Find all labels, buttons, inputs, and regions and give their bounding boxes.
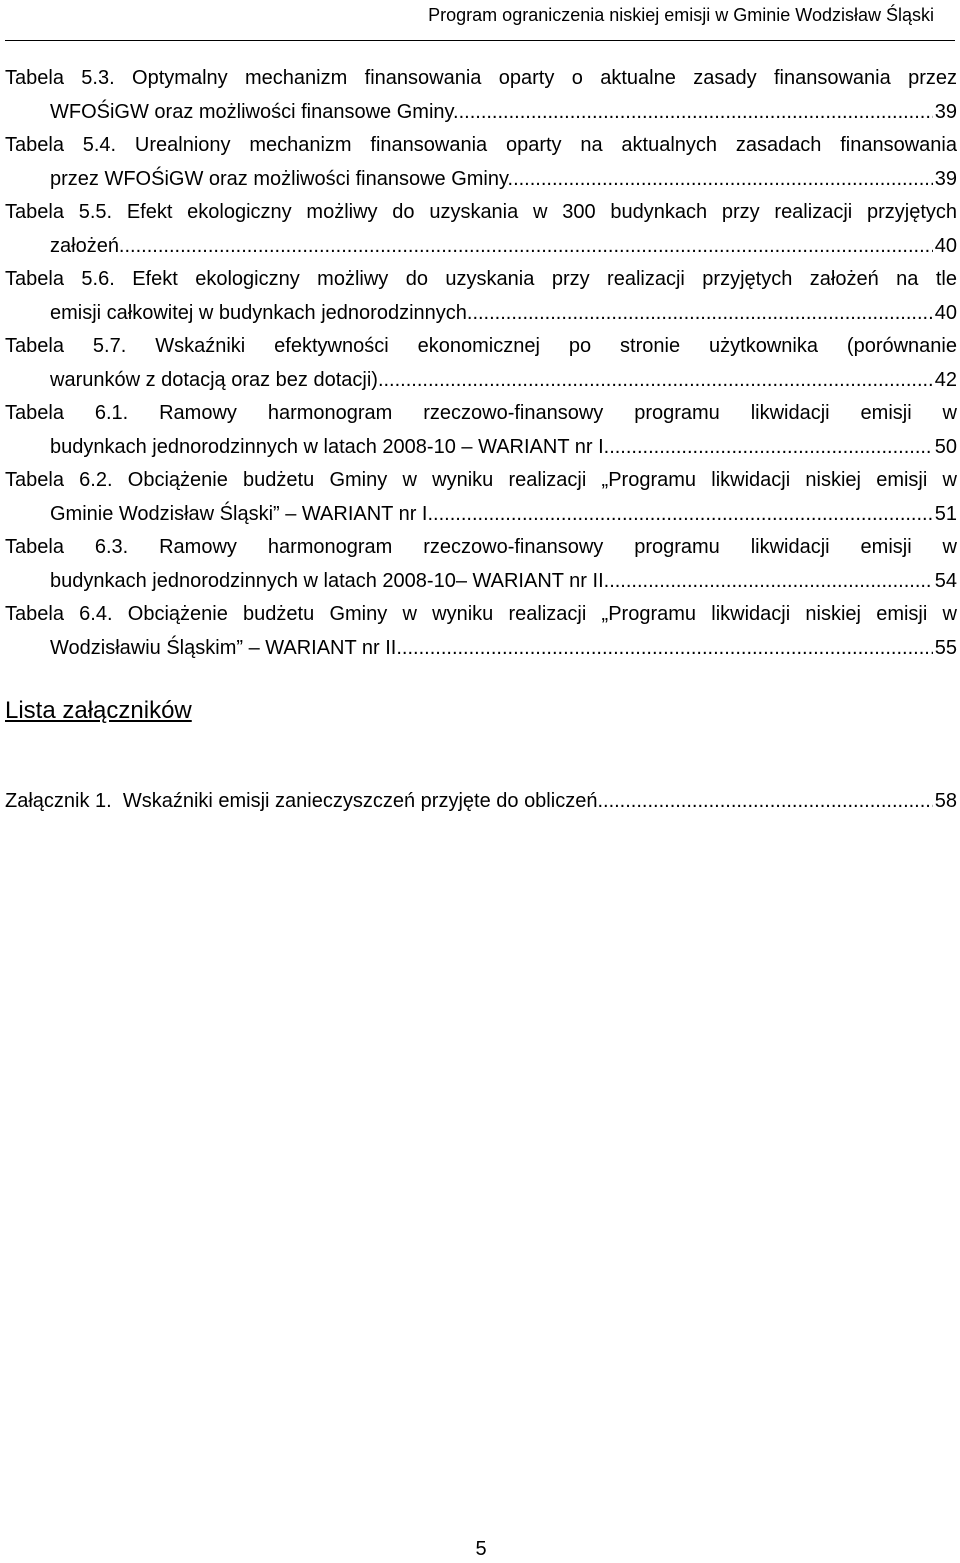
toc-entry-title: Tabela 6.4. Obciążenie budżetu Gminy w wyniku realizacji „Programu likwidacji niskiej emisji w	[5, 603, 957, 625]
toc-page-number: 40	[934, 301, 957, 324]
toc-entry-title: Tabela 5.5. Efekt ekologiczny możliwy do uzyskania w 300 budynkach przy realizacji przyjętych	[5, 201, 957, 223]
dot-leader	[384, 364, 933, 398]
toc-entry-title-continued: budynkach jednorodzinnych w latach 2008-10 – WARIANT nr I	[50, 435, 604, 458]
toc-page-number: 55	[934, 636, 957, 659]
toc-entry[interactable]	[5, 531, 957, 598]
dot-leader	[604, 431, 933, 465]
toc-page-number: 50	[934, 435, 957, 458]
toc-entry[interactable]	[5, 397, 957, 464]
toc-entry[interactable]	[5, 330, 957, 397]
toc-entry-title-continued: przez WFOŚiGW oraz możliwości finansowe Gminy.	[50, 167, 514, 190]
annex-entry-title: Załącznik 1. Wskaźniki emisji zanieczyszczeń przyjęte do obliczeń	[5, 790, 598, 812]
annex-page-number: 58	[934, 790, 957, 812]
toc-entry[interactable]	[5, 263, 957, 330]
header-rule	[5, 40, 955, 41]
toc-page-number: 39	[934, 100, 957, 123]
toc-entry-title: Tabela 5.3. Optymalny mechanizm finansowania oparty o aktualne zasady finansowania przez	[5, 67, 957, 89]
dot-leader	[513, 163, 933, 197]
page-footer	[0, 1538, 960, 1561]
toc-entry[interactable]	[5, 196, 957, 263]
toc-entry-title: Tabela 5.6. Efekt ekologiczny możliwy do uzyskania przy realizacji przyjętych założeń na tle	[5, 268, 957, 290]
toc-page-number: 40	[934, 234, 957, 257]
dot-leader	[428, 498, 933, 532]
toc-page-number: 54	[934, 569, 957, 592]
toc-entry[interactable]	[5, 464, 957, 531]
toc-entry-title-continued: WFOŚiGW oraz możliwości finansowe Gminy.	[50, 100, 459, 123]
toc-entry-title-continued: Gminie Wodzisław Śląski” – WARIANT nr I	[50, 502, 428, 525]
dot-leader	[125, 230, 933, 264]
annex-entry[interactable]	[5, 785, 957, 818]
annex-list-heading: Lista załączników	[5, 697, 192, 724]
dot-leader	[472, 297, 932, 331]
toc-entry[interactable]	[5, 62, 957, 129]
toc-entry[interactable]	[5, 598, 957, 665]
toc-page-number: 39	[934, 167, 957, 190]
page-number: 5	[475, 1538, 487, 1560]
toc-entry-title-continued: Wodzisławiu Śląskim” – WARIANT nr II	[50, 636, 397, 659]
toc-entry-title-continued: założeń.	[50, 234, 125, 257]
toc-entry-title: Tabela 6.3. Ramowy harmonogram rzeczowo-finansowy programu likwidacji emisji w	[5, 536, 957, 558]
dot-leader	[396, 632, 932, 666]
toc-entry-title: Tabela 6.2. Obciążenie budżetu Gminy w wyniku realizacji „Programu likwidacji niskiej emisji w	[5, 469, 957, 491]
document-title: Program ograniczenia niskiej emisji w Gminie Wodzisław Śląski	[428, 5, 934, 25]
dot-leader	[597, 785, 932, 818]
toc-entry-title-continued: emisji całkowitej w budynkach jednorodzinnych.	[50, 301, 473, 324]
toc-entry-title-continued: budynkach jednorodzinnych w latach 2008-10– WARIANT nr II	[50, 569, 604, 592]
running-header	[0, 0, 960, 44]
list-of-tables	[5, 62, 957, 665]
toc-page-number: 42	[934, 368, 957, 391]
toc-page-number: 51	[934, 502, 957, 525]
dot-leader	[604, 565, 933, 599]
toc-entry-title: Tabela 6.1. Ramowy harmonogram rzeczowo-finansowy programu likwidacji emisji w	[5, 402, 957, 424]
dot-leader	[459, 96, 933, 130]
toc-entry-title-continued: warunków z dotacją oraz bez dotacji).	[50, 368, 384, 391]
toc-entry-title: Tabela 5.4. Urealniony mechanizm finansowania oparty na aktualnych zasadach finansowania	[5, 134, 957, 156]
toc-entry-title: Tabela 5.7. Wskaźniki efektywności ekonomicznej po stronie użytkownika (porównanie	[5, 335, 957, 357]
toc-entry[interactable]	[5, 129, 957, 196]
annex-list	[5, 785, 957, 818]
